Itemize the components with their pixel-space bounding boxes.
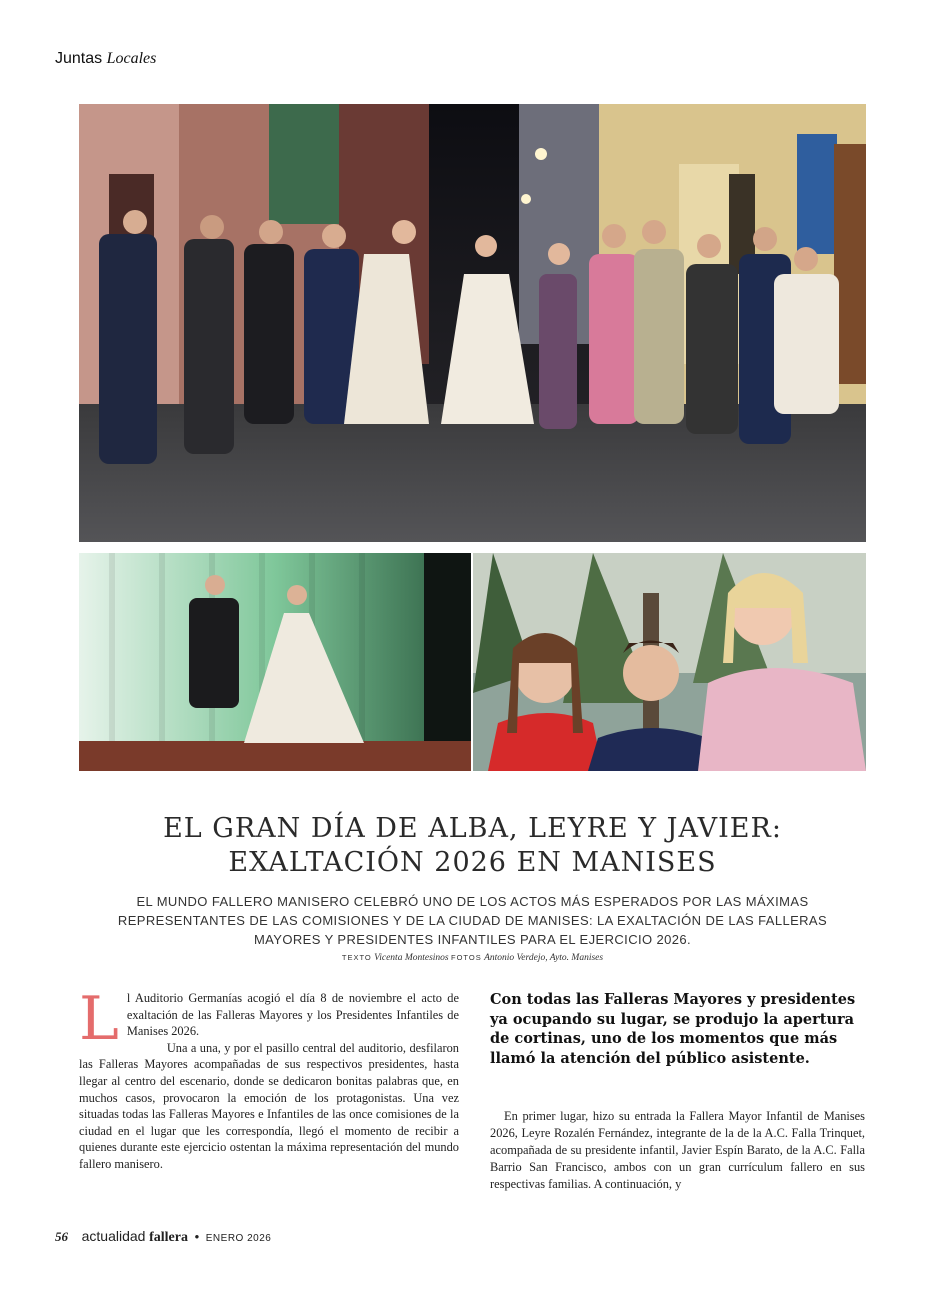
photo-credit-author: Antonio Verdejo, Ayto. Manises [484,953,604,963]
text-credit-author: Vicenta Montesinos [374,953,449,963]
headline-line-2: EXALTACIÓN 2026 EN MANISES [228,847,717,878]
text-credit-label: TEXTO [341,953,372,962]
footer-separator: • [194,1229,200,1244]
page-footer [55,1228,271,1246]
edition-label: ENERO 2026 [205,1233,272,1244]
body-column-right [490,1108,865,1193]
body-paragraph-1: l Auditorio Germanías acogió el día 8 de noviembre el acto de exaltación de las Falleras Mayores y los Presidentes Infantiles de Manises 2026. [126,991,459,1039]
section-label [55,50,156,68]
credits-line [250,953,695,963]
headline-line-1: EL GRAN DÍA DE ALBA, LEYRE Y JAVIER: [163,813,782,844]
magazine-name-1: actualidad [81,1228,146,1244]
pull-quote: Con todas las Falleras Mayores y presidentes ya ocupando su lugar, se produjo la apertura de cortinas, uno de los momentos que más llamó la atención del público asistente. [490,991,856,1067]
body-column-left [79,984,459,1173]
main-photo [79,104,866,542]
section-name: Locales [106,50,157,67]
lead-paragraph: EL MUNDO FALLERO MANISERO CELEBRÓ UNO DE LOS ACTOS MÁS ESPERADOS POR LAS MÁXIMAS REPRESENTANTES DE LAS COMISIONES Y DE LA CIUDAD DE MANISES: LA EXALTACIÓN DE LAS FALLERAS MAYORES Y PRESIDENTES INFANTILES PARA EL EJERCICIO 2026. [117,894,828,947]
photo-credit-label: FOTOS [451,953,482,962]
stage-photo [79,553,471,771]
body-paragraph-3: En primer lugar, hizo su entrada la Fallera Mayor Infantil de Manises 2026, Leyre Rozalén Fernández, integrante de la de la A.C. Falla Trinquet, acompañada de su presidente infantil, Javier Espín Barato, de la A.C. Falla Barrio San Francisco, ambos con un gran currículum fallero en sus respectivas familias. A continuación, y [490,1109,865,1191]
magazine-name-2: fallera [149,1230,188,1245]
section-prefix: Juntas [55,50,103,67]
trio-photo [473,553,866,771]
body-paragraph-2: Una a una, y por el pasillo central del auditorio, desfilaron las Falleras Mayores acompañadas de sus respectivos presidentes, hasta llegar al centro del escenario, donde se dedicaron bonitas palabras que, en muchos casos, provocaron la emoción de los protagonistas. Una vez situadas todas las Falleras Mayores e Infantiles de las once comisiones de la ciudad en el lugar que les correspondía, llegó el momento de recibir a quienes durante este ejercicio ostentan la máxima representación del mundo fallero manisero. [79,1040,459,1171]
drop-cap: L [79,984,119,1054]
page-number: 56 [55,1229,68,1244]
